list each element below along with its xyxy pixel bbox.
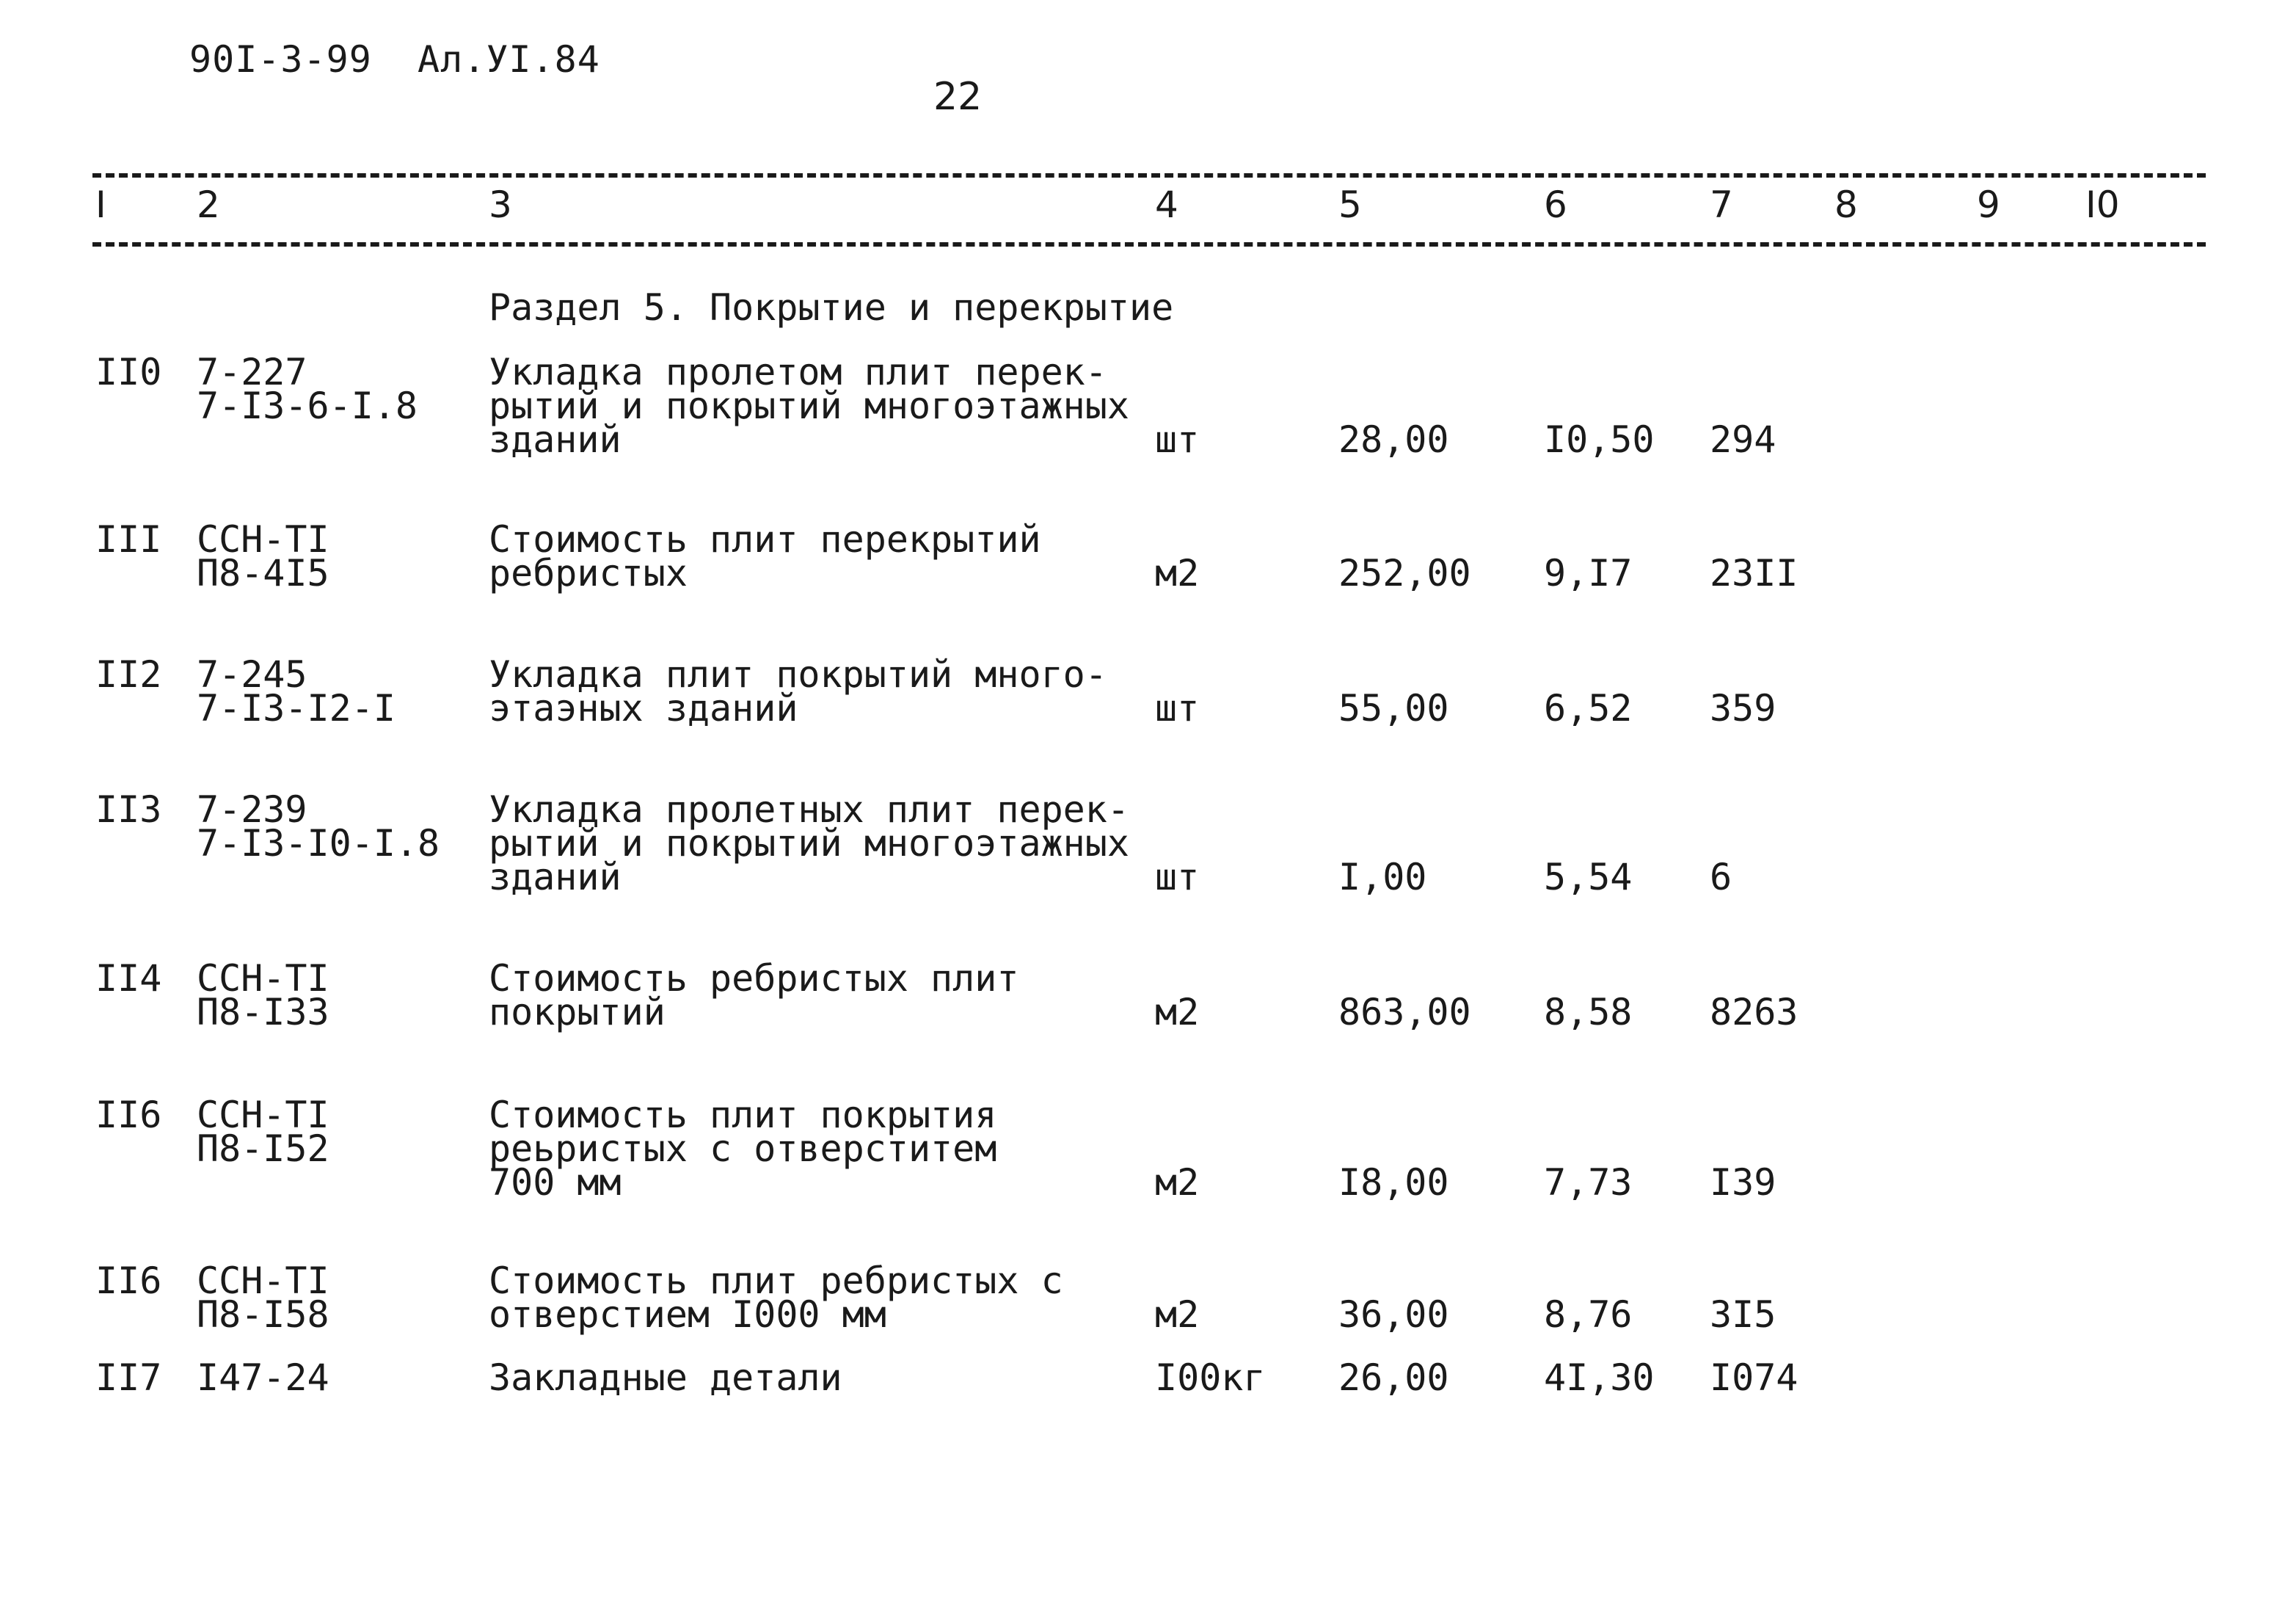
work-description-line: Стоимость ребристых плит (489, 957, 1019, 1000)
work-description-line: рытий и покрытий многоэтажных (489, 385, 1129, 427)
work-description (489, 957, 1019, 1033)
unit: м2 (1155, 552, 1200, 595)
row-number: II6 (95, 1094, 162, 1136)
quantity: I8,00 (1338, 1161, 1449, 1204)
unit: шт (1155, 418, 1200, 461)
work-description-line: зданий (489, 418, 622, 461)
total-cost: I39 (1710, 1161, 1776, 1204)
work-description (489, 351, 1129, 461)
rate-code-line: П8-I33 (197, 991, 329, 1033)
work-description-line: Укладка плит покрытий много- (489, 653, 1107, 696)
row-number: III (95, 518, 162, 561)
rate-code-line: 7-I3-I2-I (197, 687, 396, 730)
total-cost: 8263 (1710, 991, 1798, 1033)
rate-code (197, 1094, 329, 1170)
row-number: II6 (95, 1260, 162, 1302)
row-number: II3 (95, 788, 162, 831)
unit: I00кг (1155, 1356, 1266, 1399)
unit-price: 9,I7 (1544, 552, 1633, 595)
rate-code-line: 7-I3-I0-I.8 (197, 822, 440, 865)
row-number: II0 (95, 351, 162, 393)
rate-code (197, 1356, 329, 1399)
rate-code-line: ССН-ТI (197, 1260, 329, 1302)
work-description-line: Стоимость плит покрытия (489, 1094, 997, 1136)
quantity: 28,00 (1338, 418, 1449, 461)
work-description-line: покрытий (489, 991, 666, 1033)
rate-code-line: 7-245 (197, 653, 307, 696)
rate-code-line: П8-I58 (197, 1293, 329, 1336)
rate-code-line: ССН-ТI (197, 518, 329, 561)
work-description (489, 653, 1107, 730)
column-headers (0, 183, 2296, 235)
column-header-5: 5 (1338, 183, 1362, 226)
unit: м2 (1155, 1161, 1200, 1204)
total-cost: 6 (1710, 856, 1732, 898)
work-description-line: рытий и покрытий многоэтажных (489, 822, 1129, 865)
header-top-rule (92, 173, 2206, 178)
work-description-line: зданий (489, 856, 622, 898)
quantity: 252,00 (1338, 552, 1471, 595)
rate-code-line: 7-239 (197, 788, 307, 831)
rate-code-line: I47-24 (197, 1356, 329, 1399)
rate-code (197, 351, 418, 427)
total-cost: 294 (1710, 418, 1776, 461)
column-header-8: 8 (1834, 183, 1858, 226)
rate-code-line: П8-I52 (197, 1127, 329, 1170)
quantity: I,00 (1338, 856, 1427, 898)
work-description-line: Укладка пролетных плит перек- (489, 788, 1129, 831)
unit-price: 8,58 (1544, 991, 1633, 1033)
rate-code (197, 518, 329, 595)
work-description (489, 1356, 842, 1399)
rate-code-line: 7-I3-6-I.8 (197, 385, 418, 427)
work-description-line: Стоимость плит перекрытий (489, 518, 1041, 561)
unit-price: 8,76 (1544, 1293, 1633, 1336)
total-cost: 23II (1710, 552, 1798, 595)
unit-price: 7,73 (1544, 1161, 1633, 1204)
unit: шт (1155, 687, 1200, 730)
quantity: 36,00 (1338, 1293, 1449, 1336)
work-description (489, 788, 1129, 898)
section-title: Раздел 5. Покрытие и перекрытие (489, 286, 1174, 329)
work-description-line: этаэных зданий (489, 687, 798, 730)
work-description (489, 1260, 1063, 1336)
work-description-line: Стоимость плит ребристых с (489, 1260, 1063, 1302)
work-description-line: Укладка пролетом плит перек- (489, 351, 1107, 393)
total-cost: 3I5 (1710, 1293, 1776, 1336)
rate-code-line: П8-4I5 (197, 552, 329, 595)
column-header-3: 3 (489, 183, 512, 226)
rate-code (197, 957, 329, 1033)
column-header-10: I0 (2085, 183, 2120, 226)
work-description-line: ребристых (489, 552, 688, 595)
column-header-6: 6 (1544, 183, 1567, 226)
column-header-7: 7 (1710, 183, 1733, 226)
total-cost: 359 (1710, 687, 1776, 730)
header-bottom-rule (92, 242, 2206, 247)
work-description-line: Закладные детали (489, 1356, 842, 1399)
unit-price: 4I,30 (1544, 1356, 1655, 1399)
work-description (489, 1094, 997, 1204)
row-number: II7 (95, 1356, 162, 1399)
work-description (489, 518, 1041, 595)
rate-code (197, 653, 396, 730)
unit-price: I0,50 (1544, 418, 1655, 461)
unit: м2 (1155, 1293, 1200, 1336)
unit-price: 5,54 (1544, 856, 1633, 898)
total-cost: I074 (1710, 1356, 1798, 1399)
rate-code (197, 1260, 329, 1336)
row-number: II2 (95, 653, 162, 696)
column-header-9: 9 (1977, 183, 2000, 226)
work-description-line: отверстием I000 мм (489, 1293, 886, 1336)
row-number: II4 (95, 957, 162, 1000)
column-header-1: I (95, 183, 106, 226)
column-header-2: 2 (197, 183, 220, 226)
rate-code-line: ССН-ТI (197, 1094, 329, 1136)
unit: м2 (1155, 991, 1200, 1033)
page-number: 22 (933, 75, 983, 119)
quantity: 863,00 (1338, 991, 1471, 1033)
quantity: 26,00 (1338, 1356, 1449, 1399)
column-header-4: 4 (1155, 183, 1178, 226)
rate-code-line: ССН-ТI (197, 957, 329, 1000)
rate-code (197, 788, 440, 865)
quantity: 55,00 (1338, 687, 1449, 730)
work-description-line: 700 мм (489, 1161, 622, 1204)
rate-code-line: 7-227 (197, 351, 307, 393)
document-code: 90I-3-99 Ал.УI.84 (189, 38, 600, 81)
work-description-line: реьристых с отверститем (489, 1127, 997, 1170)
unit-price: 6,52 (1544, 687, 1633, 730)
unit: шт (1155, 856, 1200, 898)
